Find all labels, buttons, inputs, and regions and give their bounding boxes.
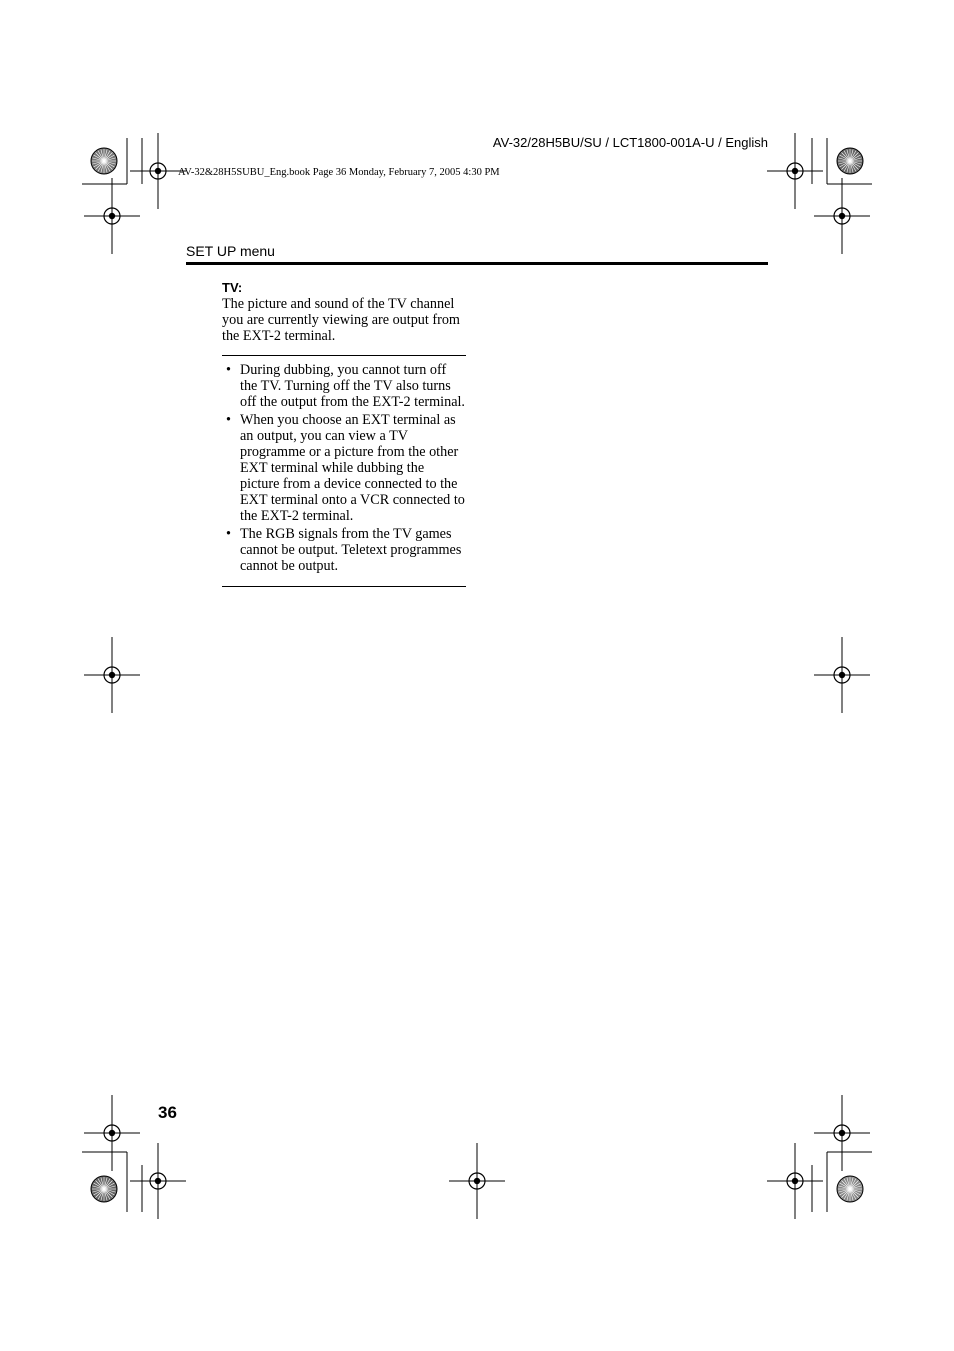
crosshair-icon (130, 1143, 186, 1219)
tv-description: The picture and sound of the TV channel you are currently viewing are output from the EXT-2 terminal. (222, 296, 460, 344)
tv-option-block (222, 280, 472, 344)
document-code: AV-32/28H5BU/SU / LCT1800-001A-U / English (492, 135, 768, 150)
crosshair-icon (449, 1143, 505, 1219)
crosshair-icon (84, 178, 140, 254)
book-info-line: AV-32&28H5SUBU_Eng.book Page 36 Monday, February 7, 2005 4:30 PM (178, 167, 500, 178)
section-title: SET UP menu (186, 243, 275, 259)
notes-list (222, 362, 466, 574)
section-rule (186, 262, 768, 265)
note-item: • The RGB signals from the TV games cannot be output. Teletext programmes cannot be output. (222, 526, 466, 574)
notes-box (222, 355, 466, 587)
crosshair-icon (84, 1095, 140, 1171)
crosshair-icon (767, 1143, 823, 1219)
tv-heading: TV: (222, 280, 243, 295)
note-item: • During dubbing, you cannot turn off the TV. Turning off the TV also turns off the output from the EXT-2 terminal. (222, 362, 466, 410)
crosshair-icon (814, 178, 870, 254)
page-number: 36 (158, 1103, 177, 1122)
crosshair-icon (767, 133, 823, 209)
note-item: • When you choose an EXT terminal as an output, you can view a TV programme or a picture from the other EXT terminal while dubbing the picture from a device connected to the EXT terminal onto a VCR connected to the EXT-2 terminal. (222, 412, 466, 524)
crosshair-icon (814, 637, 870, 713)
starburst-icon (91, 148, 863, 1202)
crosshair-icon (84, 637, 140, 713)
crosshair-icon (814, 1095, 870, 1171)
